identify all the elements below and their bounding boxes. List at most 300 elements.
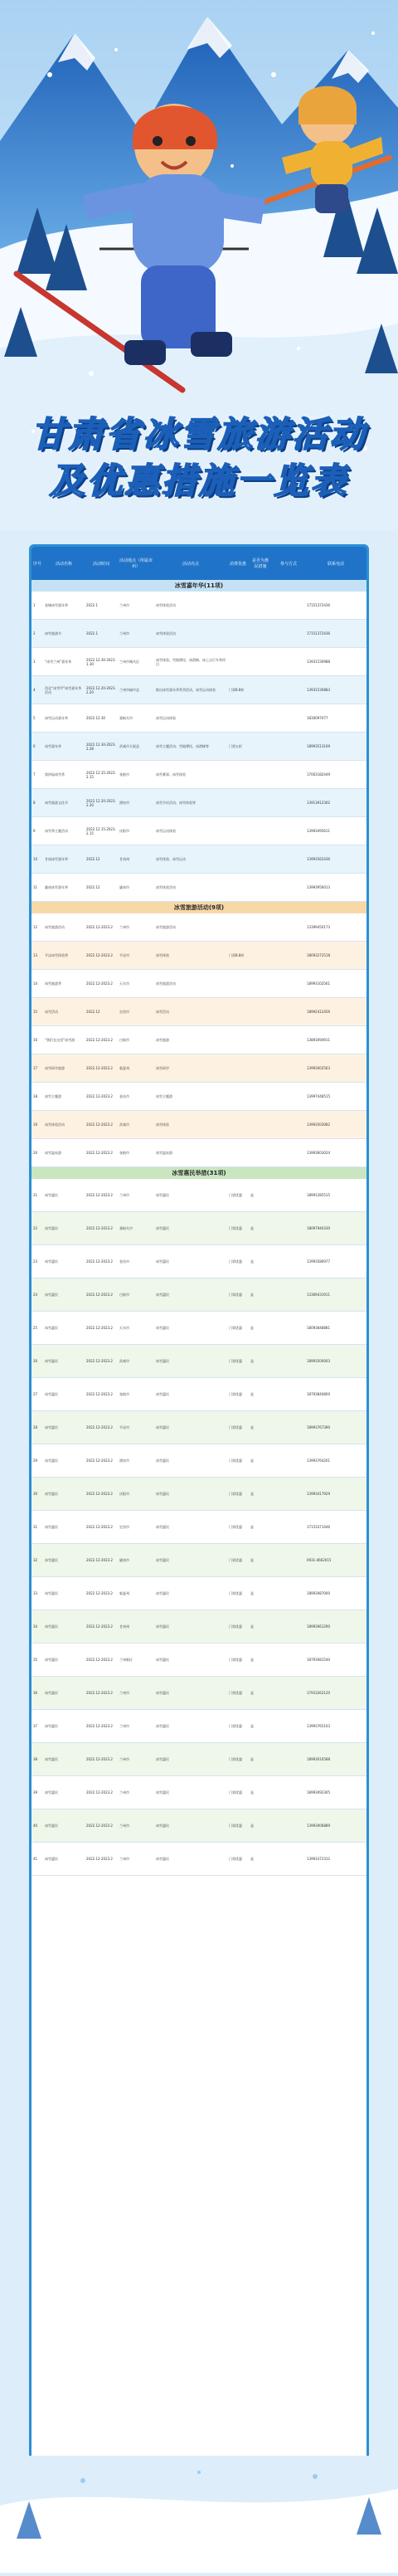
- table-cell: 13399450173: [307, 925, 330, 929]
- table-cell: 门票优惠: [229, 1458, 242, 1463]
- table-cell: [272, 1294, 305, 1296]
- table-cell: 门票优惠: [229, 1259, 242, 1264]
- table-cell: 陇南市: [119, 1558, 129, 1562]
- table-cell: 25: [33, 1326, 38, 1330]
- table-cell: 冰雪研学旅游: [45, 1066, 65, 1070]
- table-cell: 金城冰雪嘉年华: [45, 603, 68, 607]
- table-cell: [249, 955, 272, 957]
- table-cell: 18993513109: [307, 744, 330, 748]
- table-cell: 30: [33, 1492, 38, 1496]
- table-cell: [272, 802, 305, 804]
- table-cell: 2022.12-2023.2: [86, 953, 113, 957]
- table-cell: 天水市: [119, 1326, 129, 1330]
- table-row: [32, 1378, 366, 1411]
- table-cell: 冰雪惠民: [45, 1824, 58, 1828]
- table-cell: 2022.1: [86, 603, 98, 607]
- table-cell: 2022.12-2023.2: [86, 981, 113, 986]
- table-cell: [272, 1527, 305, 1528]
- table-cell: 34: [33, 1624, 38, 1629]
- table-row: [32, 789, 366, 817]
- table-cell: 冰雪惠民: [156, 1824, 169, 1828]
- table-cell: [272, 718, 305, 719]
- table-cell: 门票优惠: [229, 1359, 242, 1363]
- table-cell: 13993603024: [307, 1151, 330, 1155]
- table-row: [32, 761, 366, 789]
- header-cell: 活动名称: [55, 561, 72, 567]
- table-cell: [272, 1593, 305, 1595]
- table-cell: [272, 1261, 305, 1263]
- table-cell: 2022.12.15-2023.2.15: [86, 826, 116, 835]
- table-cell: 门票优惠: [229, 1558, 242, 1562]
- table-cell: 甘南州: [119, 857, 129, 861]
- table-cell: 兰州市: [119, 631, 129, 635]
- table-cell: 2022.12-2023.2: [86, 1624, 113, 1629]
- table-cell: 13993002563: [307, 1066, 330, 1070]
- table-cell: [249, 605, 272, 606]
- table-cell: 冰雪惠民: [156, 1458, 169, 1463]
- table-cell: 冰雪体验活动: [156, 603, 176, 607]
- table-cell: 10: [33, 857, 38, 861]
- table-cell: 2022.12.20-2023.2.20: [86, 685, 116, 694]
- table-cell: 冰雪惠民: [45, 1757, 58, 1761]
- table-cell: 嘉峪关市: [119, 716, 133, 720]
- table-cell: 冰雪惠民: [156, 1359, 169, 1363]
- table-cell: 冰雪季主题活动: [45, 829, 68, 833]
- table-cell: 兰州市: [119, 1724, 129, 1728]
- table-cell: 冰雪主题游: [45, 1094, 61, 1098]
- table-cell: 2022.12-2023.2: [86, 1259, 113, 1264]
- table-cell: 29: [33, 1458, 38, 1463]
- table-cell: 27: [33, 1392, 38, 1396]
- table-cell: 门票优惠: [229, 1691, 242, 1695]
- table-cell: 5: [33, 716, 36, 720]
- table-cell: 17153371446: [307, 1525, 330, 1529]
- table-row: [32, 1710, 366, 1743]
- table-cell: [227, 859, 249, 860]
- table-cell: 武威市: [119, 1122, 129, 1127]
- table-cell: 冰雪体验活动: [45, 1122, 65, 1127]
- table-cell: 24: [33, 1293, 38, 1297]
- table-cell: 第四届冰雪季: [45, 772, 65, 777]
- table-cell: [272, 983, 305, 985]
- table-cell: 18793081540: [307, 1658, 330, 1662]
- table-cell: [272, 1195, 305, 1196]
- table-cell: 2022.12-2023.2: [86, 1359, 113, 1363]
- table-cell: 是: [250, 1293, 254, 1297]
- table-row: [32, 1179, 366, 1212]
- table-cell: 冰雪主题游: [156, 1094, 172, 1098]
- table-cell: 冰雪惠民: [45, 1193, 58, 1197]
- table-cell: 2022.12-2023.2: [86, 1038, 113, 1042]
- header-cell: 是否为惠民措施: [251, 558, 269, 569]
- table-cell: [272, 1792, 305, 1794]
- table-cell: 冰雪节庆活动、冰雪体验等: [156, 801, 196, 805]
- table-cell: 22: [33, 1226, 38, 1230]
- table-cell: [249, 802, 272, 804]
- table-cell: 2022.12: [86, 885, 100, 889]
- table-cell: 13993956013: [307, 885, 330, 889]
- table-cell: 冰雪惠民: [45, 1425, 58, 1429]
- table-cell: [272, 1040, 305, 1041]
- table-cell: 2022.12-2023.2: [86, 1226, 113, 1230]
- table-cell: [249, 633, 272, 635]
- table-cell: 冰雪赛事、冰雪体验: [156, 772, 186, 777]
- table-cell: 嘉峪关市: [119, 1226, 133, 1230]
- table-cell: 13993417929: [307, 1492, 330, 1496]
- footer-snow-decoration: [0, 2456, 398, 2573]
- table-row: [32, 1677, 366, 1710]
- table-cell: 是: [250, 1691, 254, 1695]
- section-heading: 冰雪嘉年华(11项): [32, 580, 366, 592]
- table-cell: 13993765103: [307, 1724, 330, 1728]
- table-cell: [227, 802, 249, 804]
- table-cell: 是: [250, 1492, 254, 1496]
- table-row: [32, 1411, 366, 1444]
- table-row: [32, 1610, 366, 1643]
- table-cell: [272, 887, 305, 889]
- table-row: [32, 942, 366, 970]
- header-cell: 活动地点（所属市州）: [119, 558, 153, 569]
- table-section: [32, 580, 366, 902]
- table-cell: 是: [250, 1525, 254, 1529]
- table-cell: [227, 1152, 249, 1154]
- table-cell: 1: [33, 603, 36, 607]
- table-cell: 门票优惠: [229, 1193, 242, 1197]
- table-cell: 冰雪惠民: [156, 1226, 169, 1230]
- table-cell: 冰雪惠民: [45, 1658, 58, 1662]
- table-cell: [272, 859, 305, 860]
- table-cell: 2022.12-2023.2: [86, 1193, 113, 1197]
- table-cell: 19: [33, 1122, 38, 1127]
- table-cell: 冰雪惠民: [156, 1425, 169, 1429]
- table-cell: 是: [250, 1757, 254, 1761]
- table-cell: 冰雪惠民: [45, 1226, 58, 1230]
- table-cell: 8: [33, 801, 36, 805]
- table-cell: [249, 661, 272, 663]
- table-row: [32, 1054, 366, 1083]
- page-title: [0, 411, 398, 536]
- table-cell: 13913912302: [307, 801, 330, 805]
- table-cell: 是: [250, 1226, 254, 1230]
- table-cell: [249, 1068, 272, 1069]
- table-cell: [272, 1327, 305, 1329]
- table-cell: 兰州新区: [119, 1658, 133, 1662]
- table-cell: 18993087000: [307, 1591, 330, 1595]
- table-cell: 冰雪惠民: [45, 1525, 58, 1529]
- table-cell: [249, 983, 272, 985]
- header-cell: 活动亮点: [182, 561, 199, 567]
- table-cell: 18793840800: [307, 1392, 330, 1396]
- table-cell: 冰雪惠民: [156, 1392, 169, 1396]
- table-cell: [249, 689, 272, 691]
- table-cell: 2022.12-2023.2: [86, 1525, 113, 1529]
- table-cell: 陇南市: [119, 885, 129, 889]
- table-cell: 兰州市: [119, 1193, 129, 1197]
- table-row: [32, 1843, 366, 1876]
- table-row: [32, 1278, 366, 1312]
- table-cell: 2022.12-2023.2: [86, 1326, 113, 1330]
- table-cell: [227, 983, 249, 985]
- table-cell: 庆阳市: [119, 1492, 129, 1496]
- table-cell: 13: [33, 953, 38, 957]
- table-cell: 是: [250, 1458, 254, 1463]
- table-cell: 是: [250, 1558, 254, 1562]
- table-row: [32, 1478, 366, 1511]
- table-cell: [227, 661, 249, 663]
- header-cell: 参与方式: [279, 561, 297, 567]
- table-cell: 2022.12-2023.2: [86, 1392, 113, 1396]
- table-cell: 兰州市: [119, 1790, 129, 1794]
- table-cell: 13997448515: [307, 1094, 330, 1098]
- table-cell: 15: [33, 1010, 38, 1014]
- table-cell: [272, 689, 305, 691]
- table-cell: 定西市: [119, 1525, 129, 1529]
- footer-scene: [0, 2456, 398, 2573]
- table-cell: 18992412456: [307, 1010, 330, 1014]
- table-cell: 冰雪惠民: [45, 1790, 58, 1794]
- table-cell: [272, 1626, 305, 1628]
- table-cell: 17151372436: [307, 603, 330, 607]
- table-cell: 2022.12-2023.2: [86, 1691, 113, 1695]
- table-row: [32, 998, 366, 1026]
- table-cell: [227, 927, 249, 928]
- table-cell: 2022.12-2023.2: [86, 1658, 113, 1662]
- table-cell: “冰雪兰州”嘉年华: [45, 660, 72, 664]
- table-row: [32, 1139, 366, 1167]
- table-cell: 冰雪温泉游: [45, 1151, 61, 1155]
- table-row: [32, 845, 366, 874]
- table-cell: 2022.12.30: [86, 716, 105, 720]
- table-cell: 甘南州: [119, 1624, 129, 1629]
- table-cell: “我们在这里”冰雪游: [45, 1038, 75, 1042]
- table-cell: 2022.12.20-2023.2.20: [86, 798, 116, 807]
- table-cell: 冰雪运动体验: [156, 716, 176, 720]
- table-cell: 门票优惠: [229, 1293, 242, 1297]
- table-cell: 冰雪嘉年华: [45, 744, 61, 748]
- activities-table: [29, 544, 369, 2486]
- table-cell: 武威市天祝县: [119, 744, 139, 748]
- table-cell: 是: [250, 1624, 254, 1629]
- table-cell: [227, 1068, 249, 1069]
- table-cell: 冰雪惠民: [45, 1293, 58, 1297]
- table-cell: 17933262120: [307, 1691, 330, 1695]
- table-cell: 20: [33, 1151, 38, 1155]
- table-section: [32, 1167, 366, 1876]
- table-cell: 冰雪体验活动: [156, 631, 176, 635]
- table-header: [32, 547, 366, 580]
- table-cell: 2022.12: [86, 1010, 100, 1014]
- table-cell: 38: [33, 1757, 38, 1761]
- table-cell: 2022.12: [86, 857, 100, 861]
- table-cell: 兰州市: [119, 1857, 129, 1861]
- table-cell: [272, 1124, 305, 1126]
- section-heading: 冰雪惠民举措(31项): [32, 1167, 366, 1179]
- table-cell: 平凉市: [119, 953, 129, 957]
- table-cell: 冰雪活动: [45, 1010, 58, 1014]
- table-cell: 13993503082: [307, 1122, 330, 1127]
- table-cell: 2022.12-2023.2: [86, 1425, 113, 1429]
- table-row: [32, 1212, 366, 1245]
- table-cell: 18097940330: [307, 1226, 330, 1230]
- table-cell: [249, 746, 272, 747]
- table-cell: 2022.12-2023.2: [86, 925, 113, 929]
- table-cell: [272, 1228, 305, 1230]
- table-cell: [272, 633, 305, 635]
- table-cell: 冰雪体验: [156, 1122, 169, 1127]
- table-cell: 门票优惠: [229, 1326, 242, 1330]
- table-cell: 冰雪惠民: [45, 1558, 58, 1562]
- table-cell: 冰雪惠民: [45, 1591, 58, 1595]
- page-title-line2: 及优惠措施一览表: [49, 460, 348, 501]
- table-cell: [272, 1858, 305, 1860]
- table-row: [32, 648, 366, 676]
- table-cell: [227, 1096, 249, 1098]
- table-row: [32, 1544, 366, 1577]
- table-cell: 18093272518: [307, 953, 330, 957]
- table-cell: 26: [33, 1359, 38, 1363]
- table-section: [32, 902, 366, 1167]
- table-cell: 28: [33, 1425, 38, 1429]
- table-cell: [249, 774, 272, 776]
- table-row: [32, 970, 366, 998]
- table-cell: 冰雪惠民: [45, 1359, 58, 1363]
- table-cell: [272, 1361, 305, 1362]
- table-cell: 17151372436: [307, 631, 330, 635]
- table-cell: 2022.12-2023.2: [86, 1151, 113, 1155]
- table-cell: 31: [33, 1525, 38, 1529]
- table-cell: 门票优惠: [229, 1824, 242, 1828]
- table-cell: 门票优惠: [229, 1724, 242, 1728]
- table-cell: 冰雪旅游节: [45, 631, 61, 635]
- table-cell: 2022.1: [86, 631, 98, 635]
- table-cell: 4: [33, 688, 36, 692]
- table-cell: 门票五折: [229, 744, 242, 748]
- table-cell: 门票优惠: [229, 1624, 242, 1629]
- table-cell: 是: [250, 1658, 254, 1662]
- table-cell: 门票优惠: [229, 1392, 242, 1396]
- table-cell: 冰雪旅游活动: [156, 981, 176, 986]
- table-cell: 冰雪惠民: [156, 1326, 169, 1330]
- table-cell: 33: [33, 1591, 38, 1595]
- table-row: [32, 817, 366, 845]
- table-row: [32, 676, 366, 704]
- table-cell: 18993767390: [307, 1425, 330, 1429]
- table-cell: 门票优惠: [229, 1857, 242, 1861]
- table-cell: 冰雪惠民: [156, 1624, 169, 1629]
- table-cell: 门票优惠: [229, 1757, 242, 1761]
- table-cell: 冰雪惠民: [45, 1326, 58, 1330]
- table-row: [32, 1111, 366, 1139]
- table-cell: 金昌市: [119, 1259, 129, 1264]
- table-cell: 冰雪惠民: [156, 1691, 169, 1695]
- table-cell: [272, 1659, 305, 1661]
- table-cell: [227, 605, 249, 606]
- table-cell: [272, 830, 305, 832]
- table-cell: 2022.12.30-2023.2.28: [86, 742, 116, 751]
- table-cell: 冰雪惠民: [156, 1293, 169, 1297]
- table-cell: 临夏州: [119, 1066, 129, 1070]
- table-cell: 冰雪惠民: [45, 1691, 58, 1695]
- table-cell: 2022.12-2023.2: [86, 1790, 113, 1794]
- table-cell: 张掖市: [119, 1392, 129, 1396]
- table-cell: 冰雪温泉游: [156, 1151, 172, 1155]
- table-cell: 冰雪旅游活动: [156, 925, 176, 929]
- table-cell: 冰雪活动: [156, 1010, 169, 1014]
- table-cell: 是: [250, 1724, 254, 1728]
- table-cell: 西北“冰雪甲”冰雪嘉年华活动: [45, 685, 82, 694]
- table-cell: 门票8.8折: [229, 953, 245, 957]
- table-cell: [272, 1152, 305, 1154]
- table-cell: 兰州市: [119, 925, 129, 929]
- table-cell: 2022.12-2023.2: [86, 1122, 113, 1127]
- table-cell: 是: [250, 1857, 254, 1861]
- table-cell: 2022.12-2023.2: [86, 1757, 113, 1761]
- table-cell: 门票优惠: [229, 1790, 242, 1794]
- table-cell: 白银市: [119, 1293, 129, 1297]
- table-row: [32, 1245, 366, 1278]
- table-row: [32, 733, 366, 761]
- table-cell: [227, 830, 249, 832]
- table-cell: 6: [33, 744, 36, 748]
- table-cell: 13993372312: [307, 1857, 330, 1861]
- table-cell: [249, 1011, 272, 1013]
- table-cell: 冰雪惠民: [45, 1492, 58, 1496]
- table-cell: 酒泉市: [119, 801, 129, 805]
- table-cell: [227, 774, 249, 776]
- table-cell: 定西市: [119, 1010, 129, 1014]
- table-cell: 兰州市: [119, 1691, 129, 1695]
- table-cell: 2: [33, 631, 36, 635]
- table-row: [32, 1345, 366, 1378]
- table-cell: 冰雪体验、雪地摩托、冰滑梯、冰上自行车等项目: [156, 657, 226, 666]
- table-cell: 18993092305: [307, 1790, 330, 1794]
- table-cell: 门票优惠: [229, 1425, 242, 1429]
- table-row: [32, 620, 366, 648]
- table-cell: 门票优惠: [229, 1492, 242, 1496]
- table-cell: [272, 1825, 305, 1827]
- page-title-line1: 甘肃省冰雪旅游活动: [31, 414, 367, 455]
- table-cell: 13931530988: [307, 660, 330, 664]
- table-cell: [249, 1152, 272, 1154]
- table-cell: 2022.12.15-2023.2.15: [86, 770, 116, 779]
- table-cell: 是: [250, 1392, 254, 1396]
- table-cell: 2022.12-2023.2: [86, 1492, 113, 1496]
- table-cell: 是: [250, 1591, 254, 1595]
- table-cell: 18991285515: [307, 1193, 330, 1197]
- table-cell: 35: [33, 1658, 38, 1662]
- table-cell: 2022.12-2023.2: [86, 1293, 113, 1297]
- table-cell: 17: [33, 1066, 38, 1070]
- table-cell: 冰雪运动嘉年华: [45, 716, 68, 720]
- table-cell: 兰州市: [119, 1824, 129, 1828]
- table-cell: [249, 1124, 272, 1126]
- table-cell: 平凉冰雪体验季: [45, 953, 68, 957]
- table-cell: 是: [250, 1790, 254, 1794]
- table-row: [32, 1643, 366, 1677]
- table-cell: 13993586977: [307, 1259, 330, 1264]
- table-row: [32, 874, 366, 902]
- table-cell: 21: [33, 1193, 38, 1197]
- table-cell: 冰雪惠民: [45, 1724, 58, 1728]
- table-cell: 12: [33, 925, 38, 929]
- table-cell: 37: [33, 1724, 38, 1728]
- table-cell: [249, 1096, 272, 1098]
- table-row: [32, 1026, 366, 1054]
- table-row: [32, 913, 366, 942]
- table-cell: 2022.12-2023.2: [86, 1066, 113, 1070]
- table-cell: [227, 1011, 249, 1013]
- table-cell: 冰雪惠民: [45, 1259, 58, 1264]
